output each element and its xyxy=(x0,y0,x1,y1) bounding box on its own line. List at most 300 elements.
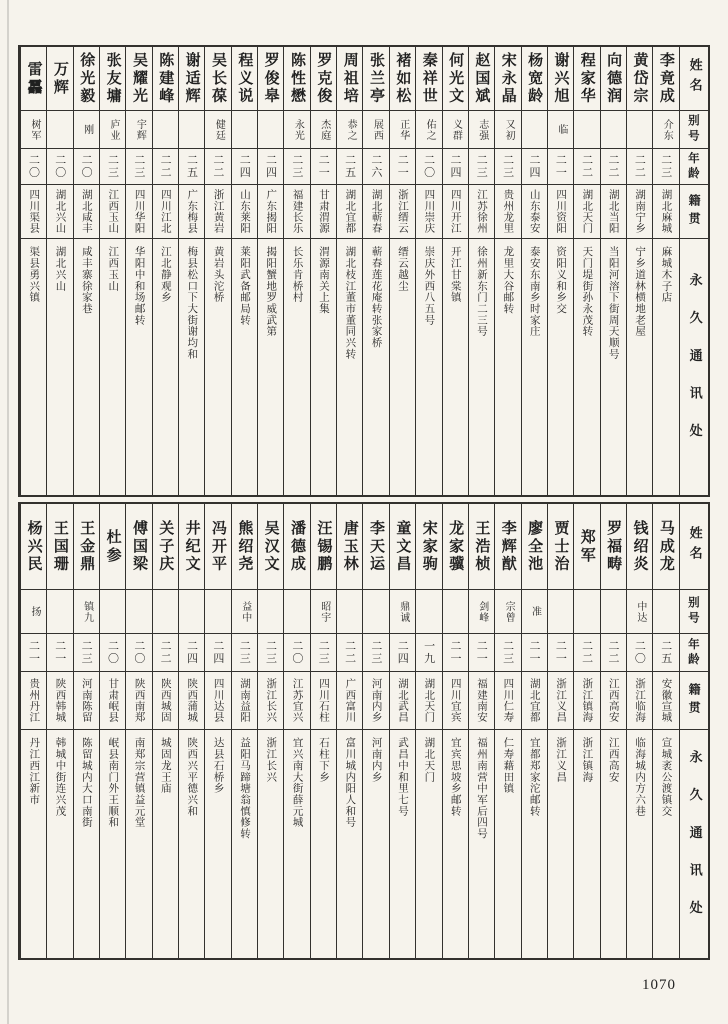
row-header-alias: 别号 xyxy=(680,590,708,634)
person-name: 陈性懋 xyxy=(284,47,309,111)
person-address: 江西高安 xyxy=(607,737,620,783)
person-age: 二三 xyxy=(232,634,257,672)
person-name: 李竟成 xyxy=(653,47,678,111)
person-origin: 湖北宜都 xyxy=(522,672,547,730)
person-address: 蕲春莲花庵转张家桥 xyxy=(370,246,383,349)
person-alias xyxy=(574,111,599,149)
person-age: 二一 xyxy=(47,634,72,672)
person-age: 二三 xyxy=(469,149,494,185)
row-header-name: 姓名 xyxy=(680,47,708,111)
person-alias xyxy=(416,590,441,634)
person-column xyxy=(231,504,257,958)
person-column xyxy=(573,47,599,495)
person-alias: 昭宇 xyxy=(311,590,336,634)
person-alias: 临 xyxy=(548,111,573,149)
person-column xyxy=(310,504,336,958)
person-alias xyxy=(258,590,283,634)
person-name: 雷靐 xyxy=(21,47,46,111)
person-age: 二〇 xyxy=(74,149,99,185)
person-age: 二〇 xyxy=(284,634,309,672)
person-name: 周祖培 xyxy=(337,47,362,111)
person-alias: 鼎诚 xyxy=(390,590,415,634)
person-name: 王金鼎 xyxy=(74,504,99,590)
person-name: 唐玉林 xyxy=(337,504,362,590)
person-origin: 湖南益阳 xyxy=(232,672,257,730)
person-age: 二二 xyxy=(574,634,599,672)
person-alias: 义群 xyxy=(443,111,468,149)
person-name: 吴汉文 xyxy=(258,504,283,590)
person-alias xyxy=(337,590,362,634)
person-address: 仁寿藉田镇 xyxy=(502,737,515,794)
person-origin: 江苏徐州 xyxy=(469,185,494,239)
person-column xyxy=(204,504,230,958)
person-name: 马成龙 xyxy=(653,504,678,590)
person-origin: 四川资阳 xyxy=(548,185,573,239)
person-address: 湖北枝江董市董同兴转 xyxy=(344,246,357,360)
person-column xyxy=(283,504,309,958)
person-age: 二一 xyxy=(548,634,573,672)
person-origin: 广东揭阳 xyxy=(258,185,283,239)
person-age: 二二 xyxy=(153,634,178,672)
person-name: 廖全池 xyxy=(522,504,547,590)
person-origin: 湖北咸丰 xyxy=(74,185,99,239)
person-alias xyxy=(47,111,72,149)
person-origin: 山东莱阳 xyxy=(232,185,257,239)
person-name: 徐光毅 xyxy=(74,47,99,111)
person-age: 二〇 xyxy=(47,149,72,185)
person-alias: 扬 xyxy=(21,590,46,634)
person-address: 湖北兴山 xyxy=(54,246,67,292)
person-address: 福州南营中军后四号 xyxy=(476,737,489,840)
person-column xyxy=(20,504,46,958)
person-column xyxy=(600,504,626,958)
person-origin: 广东梅县 xyxy=(179,185,204,239)
person-origin: 四川崇庆 xyxy=(416,185,441,239)
person-address: 徐州新东门二三号 xyxy=(476,246,489,337)
person-origin: 四川达县 xyxy=(205,672,230,730)
person-column xyxy=(521,47,547,495)
person-alias xyxy=(548,590,573,634)
person-age: 二三 xyxy=(495,634,520,672)
person-column xyxy=(652,47,678,495)
person-origin: 贵州龙里 xyxy=(495,185,520,239)
person-address: 渠县勇兴镇 xyxy=(28,246,41,303)
person-column xyxy=(99,504,125,958)
person-column xyxy=(283,47,309,495)
person-age: 二六 xyxy=(363,149,388,185)
person-name: 程家华 xyxy=(574,47,599,111)
person-address: 宣城袤公渡镇交 xyxy=(660,737,673,817)
person-column xyxy=(468,47,494,495)
person-name: 陈建峰 xyxy=(153,47,178,111)
person-address: 缙云越尘 xyxy=(397,246,409,292)
person-name: 杜参 xyxy=(100,504,125,590)
person-alias xyxy=(258,111,283,149)
person-alias: 准 xyxy=(522,590,547,634)
person-address: 江北静观乡 xyxy=(159,246,172,303)
person-column xyxy=(362,47,388,495)
person-column xyxy=(626,504,652,958)
person-origin: 湖北宜都 xyxy=(337,185,362,239)
person-alias: 正华 xyxy=(390,111,415,149)
person-age: 二三 xyxy=(653,149,678,185)
person-origin: 四川石柱 xyxy=(311,672,336,730)
person-alias xyxy=(601,111,626,149)
person-address: 麻城木子店 xyxy=(660,246,673,303)
person-alias xyxy=(627,111,652,149)
person-address: 龙里大谷邮转 xyxy=(502,246,515,315)
person-alias: 又初 xyxy=(495,111,520,149)
person-address: 梅县松口下大街谢均和 xyxy=(186,246,199,360)
person-origin: 山东泰安 xyxy=(522,185,547,239)
person-age: 二一 xyxy=(21,634,46,672)
person-address: 莱阳武备邮局转 xyxy=(238,246,251,326)
person-origin: 浙江镇海 xyxy=(574,672,599,730)
person-age: 二二 xyxy=(601,149,626,185)
person-age: 二二 xyxy=(574,149,599,185)
person-name: 程义说 xyxy=(232,47,257,111)
person-origin: 陕西蒲城 xyxy=(179,672,204,730)
person-origin: 湖南宁乡 xyxy=(627,185,652,239)
person-address: 达县石桥乡 xyxy=(212,737,225,794)
person-name: 王浩桢 xyxy=(469,504,494,590)
person-age: 二五 xyxy=(653,634,678,672)
person-name: 钱绍炎 xyxy=(627,504,652,590)
person-address: 崇庆外西八五号 xyxy=(423,246,436,326)
person-name: 赵国斌 xyxy=(469,47,494,111)
person-address: 资阳义和乡交 xyxy=(555,246,568,315)
person-alias xyxy=(153,590,178,634)
directory-table-lower xyxy=(18,502,710,960)
person-age: 二一 xyxy=(522,634,547,672)
directory-table-upper xyxy=(18,45,710,497)
person-alias: 宇辉 xyxy=(126,111,151,149)
person-age: 二四 xyxy=(258,149,283,185)
person-alias xyxy=(574,590,599,634)
person-column xyxy=(626,47,652,495)
person-origin: 浙江黄岩 xyxy=(205,185,230,239)
person-origin: 福建长乐 xyxy=(284,185,309,239)
person-address: 陕西兴平德兴和 xyxy=(186,737,199,817)
person-alias xyxy=(522,111,547,149)
person-origin: 甘肃渭源 xyxy=(311,185,336,239)
person-alias xyxy=(126,590,151,634)
person-alias: 健廷 xyxy=(205,111,230,149)
person-alias xyxy=(179,590,204,634)
person-name: 宋家驹 xyxy=(416,504,441,590)
row-header-column xyxy=(679,504,708,958)
person-address: 益阳马蹄塘翁慎修转 xyxy=(238,737,251,840)
person-column xyxy=(99,47,125,495)
person-alias: 展西 xyxy=(363,111,388,149)
person-age: 二二 xyxy=(627,149,652,185)
person-age: 二三 xyxy=(126,149,151,185)
page-number: 1070 xyxy=(642,977,676,993)
person-age: 二二 xyxy=(337,634,362,672)
person-alias xyxy=(363,590,388,634)
person-age: 二一 xyxy=(311,149,336,185)
person-alias: 宗曾 xyxy=(495,590,520,634)
person-age: 二〇 xyxy=(416,149,441,185)
person-name: 杨兴民 xyxy=(21,504,46,590)
person-alias xyxy=(653,590,678,634)
person-origin: 浙江缙云 xyxy=(390,185,415,239)
person-origin: 湖北兴山 xyxy=(47,185,72,239)
person-alias xyxy=(232,111,257,149)
person-age: 二二 xyxy=(205,149,230,185)
person-age: 二三 xyxy=(258,634,283,672)
person-origin: 四川仁寿 xyxy=(495,672,520,730)
person-age: 二四 xyxy=(522,149,547,185)
person-column xyxy=(20,47,46,495)
person-name: 吴耀光 xyxy=(126,47,151,111)
person-origin: 广西富川 xyxy=(337,672,362,730)
person-name: 贾士治 xyxy=(548,504,573,590)
person-address: 石柱下乡 xyxy=(317,737,330,783)
person-column xyxy=(442,47,468,495)
person-column xyxy=(362,504,388,958)
person-origin: 陕西韩城 xyxy=(47,672,72,730)
person-age: 二五 xyxy=(337,149,362,185)
person-column xyxy=(415,504,441,958)
person-column xyxy=(46,47,72,495)
person-column xyxy=(468,504,494,958)
person-alias xyxy=(153,111,178,149)
person-address: 武昌中和里七号 xyxy=(397,737,409,817)
person-address: 南郑宗营镇益元堂 xyxy=(133,737,146,828)
person-column xyxy=(231,47,257,495)
person-address: 天门堤街孙永茂转 xyxy=(581,246,594,337)
person-age: 二一 xyxy=(548,149,573,185)
person-name: 何光文 xyxy=(443,47,468,111)
person-age: 二四 xyxy=(205,634,230,672)
person-alias xyxy=(443,590,468,634)
person-column xyxy=(547,504,573,958)
person-name: 冯开平 xyxy=(205,504,230,590)
person-origin: 四川江北 xyxy=(153,185,178,239)
person-name: 张兰亭 xyxy=(363,47,388,111)
person-alias: 中达 xyxy=(627,590,652,634)
person-origin: 陕西南郑 xyxy=(126,672,151,730)
person-origin: 四川渠县 xyxy=(21,185,46,239)
person-address: 临海城内方六巷 xyxy=(634,737,647,817)
person-alias: 杰庭 xyxy=(311,111,336,149)
person-address: 揭阳蟹地罗威武第 xyxy=(265,246,278,337)
person-origin: 四川开江 xyxy=(443,185,468,239)
person-age: 二〇 xyxy=(21,149,46,185)
person-column xyxy=(178,504,204,958)
row-header-origin: 籍贯 xyxy=(680,185,708,239)
person-age: 二四 xyxy=(232,149,257,185)
person-column xyxy=(204,47,230,495)
person-name: 井纪文 xyxy=(179,504,204,590)
person-address: 丹江西江新市 xyxy=(28,737,41,806)
person-address: 当阳河溶下街周天顺号 xyxy=(607,246,620,360)
person-column xyxy=(442,504,468,958)
person-age: 二三 xyxy=(74,634,99,672)
person-origin: 江西玉山 xyxy=(100,185,125,239)
person-address: 宜都郑家沱邮转 xyxy=(528,737,541,817)
person-origin: 湖北天门 xyxy=(574,185,599,239)
person-alias xyxy=(205,590,230,634)
person-name: 傅国梁 xyxy=(126,504,151,590)
person-alias xyxy=(601,590,626,634)
person-name: 李辉猷 xyxy=(495,504,520,590)
person-address: 河南内乡 xyxy=(370,737,383,783)
person-address: 宜兴南大街薛元城 xyxy=(291,737,304,828)
person-alias xyxy=(179,111,204,149)
person-age: 二〇 xyxy=(126,634,151,672)
row-header-column xyxy=(679,47,708,495)
person-address: 渭源南关上集 xyxy=(317,246,330,315)
person-age: 二一 xyxy=(469,634,494,672)
person-column xyxy=(573,504,599,958)
person-column xyxy=(73,47,99,495)
row-header-alias: 别号 xyxy=(680,111,708,149)
person-alias: 益中 xyxy=(232,590,257,634)
person-alias xyxy=(284,590,309,634)
person-address: 韩城中街连兴茂 xyxy=(54,737,67,817)
row-header-address: 永久通讯处 xyxy=(686,749,702,939)
person-name: 杨宽龄 xyxy=(522,47,547,111)
person-address: 湖北天门 xyxy=(423,737,436,783)
person-alias: 永光 xyxy=(284,111,309,149)
person-column xyxy=(547,47,573,495)
person-column xyxy=(521,504,547,958)
person-name: 黄岱宗 xyxy=(627,47,652,111)
person-name: 宋永晶 xyxy=(495,47,520,111)
person-column xyxy=(652,504,678,958)
person-name: 罗克俊 xyxy=(311,47,336,111)
person-name: 李天运 xyxy=(363,504,388,590)
person-name: 关子庆 xyxy=(153,504,178,590)
person-origin: 河南内乡 xyxy=(363,672,388,730)
person-name: 汪锡鹏 xyxy=(311,504,336,590)
person-name: 谢兴旭 xyxy=(548,47,573,111)
row-header-address: 永久通讯处 xyxy=(686,272,702,462)
person-address: 岷县南门外王顺和 xyxy=(107,737,120,828)
row-header-age: 年龄 xyxy=(680,149,708,185)
person-origin: 贵州丹江 xyxy=(21,672,46,730)
row-header-name: 姓名 xyxy=(680,504,708,590)
person-origin: 浙江义昌 xyxy=(548,672,573,730)
person-name: 龙家骥 xyxy=(443,504,468,590)
person-column xyxy=(178,47,204,495)
person-alias: 庐业 xyxy=(100,111,125,149)
person-alias xyxy=(100,590,125,634)
person-origin: 陕西城固 xyxy=(153,672,178,730)
person-alias: 树军 xyxy=(21,111,46,149)
person-address: 黄岩头沱桥 xyxy=(212,246,225,303)
person-age: 二三 xyxy=(495,149,520,185)
person-alias: 介东 xyxy=(653,111,678,149)
person-address: 城固龙王庙 xyxy=(159,737,172,794)
person-name: 王国珊 xyxy=(47,504,72,590)
person-age: 二五 xyxy=(179,149,204,185)
person-name: 万辉 xyxy=(47,47,72,111)
person-column xyxy=(415,47,441,495)
row-header-age: 年龄 xyxy=(680,634,708,672)
person-column xyxy=(389,504,415,958)
person-origin: 河南陈留 xyxy=(74,672,99,730)
person-origin: 安徽宣城 xyxy=(653,672,678,730)
person-age: 二三 xyxy=(284,149,309,185)
person-address: 咸丰寨徐家巷 xyxy=(80,246,93,315)
person-age: 二三 xyxy=(311,634,336,672)
person-origin: 四川宜宾 xyxy=(443,672,468,730)
person-age: 二四 xyxy=(179,634,204,672)
person-column xyxy=(257,504,283,958)
person-alias: 佑之 xyxy=(416,111,441,149)
person-address: 泰安东南乡时家庄 xyxy=(528,246,541,337)
person-alias: 剑峰 xyxy=(469,590,494,634)
person-alias: 镇九 xyxy=(74,590,99,634)
person-origin: 浙江临海 xyxy=(627,672,652,730)
person-address: 浙江长兴 xyxy=(265,737,278,783)
person-age: 二〇 xyxy=(100,634,125,672)
person-name: 秦祥世 xyxy=(416,47,441,111)
person-origin: 湖北武昌 xyxy=(390,672,415,730)
person-name: 向德润 xyxy=(601,47,626,111)
person-address: 江西玉山 xyxy=(107,246,120,292)
person-age: 二一 xyxy=(390,149,415,185)
person-address: 华阳中和场邮转 xyxy=(133,246,146,326)
person-name: 郑军 xyxy=(574,504,599,590)
person-age: 二二 xyxy=(153,149,178,185)
person-column xyxy=(125,47,151,495)
person-name: 罗俊皋 xyxy=(258,47,283,111)
person-address: 长乐肯桥村 xyxy=(291,246,304,303)
person-name: 谢适辉 xyxy=(179,47,204,111)
person-column xyxy=(152,504,178,958)
person-age: 二三 xyxy=(363,634,388,672)
person-alias xyxy=(47,590,72,634)
person-age: 二二 xyxy=(601,634,626,672)
person-column xyxy=(73,504,99,958)
person-column xyxy=(336,504,362,958)
person-name: 童文昌 xyxy=(390,504,415,590)
person-address: 富川城内阳人和号 xyxy=(344,737,357,828)
person-origin: 甘肃岷县 xyxy=(100,672,125,730)
person-alias: 刚 xyxy=(74,111,99,149)
person-origin: 湖北当阳 xyxy=(601,185,626,239)
person-address: 开江甘棠镇 xyxy=(449,246,462,303)
person-name: 潘德成 xyxy=(284,504,309,590)
person-alias: 志强 xyxy=(469,111,494,149)
person-address: 浙江镇海 xyxy=(581,737,594,783)
row-header-origin: 籍贯 xyxy=(680,672,708,730)
person-name: 吴长葆 xyxy=(205,47,230,111)
person-column xyxy=(152,47,178,495)
person-column xyxy=(257,47,283,495)
person-address: 宜宾思坡乡邮转 xyxy=(449,737,462,817)
person-column xyxy=(125,504,151,958)
person-column xyxy=(494,47,520,495)
person-age: 二三 xyxy=(100,149,125,185)
person-origin: 湖北麻城 xyxy=(653,185,678,239)
person-address: 宁乡道林横地老屋 xyxy=(634,246,647,337)
person-age: 一九 xyxy=(416,634,441,672)
person-column xyxy=(494,504,520,958)
person-address: 浙江义昌 xyxy=(555,737,568,783)
person-name: 褚如松 xyxy=(390,47,415,111)
person-origin: 福建南安 xyxy=(469,672,494,730)
person-column xyxy=(46,504,72,958)
person-column xyxy=(389,47,415,495)
person-origin: 江苏宜兴 xyxy=(284,672,309,730)
person-age: 二四 xyxy=(443,149,468,185)
person-age: 二〇 xyxy=(627,634,652,672)
